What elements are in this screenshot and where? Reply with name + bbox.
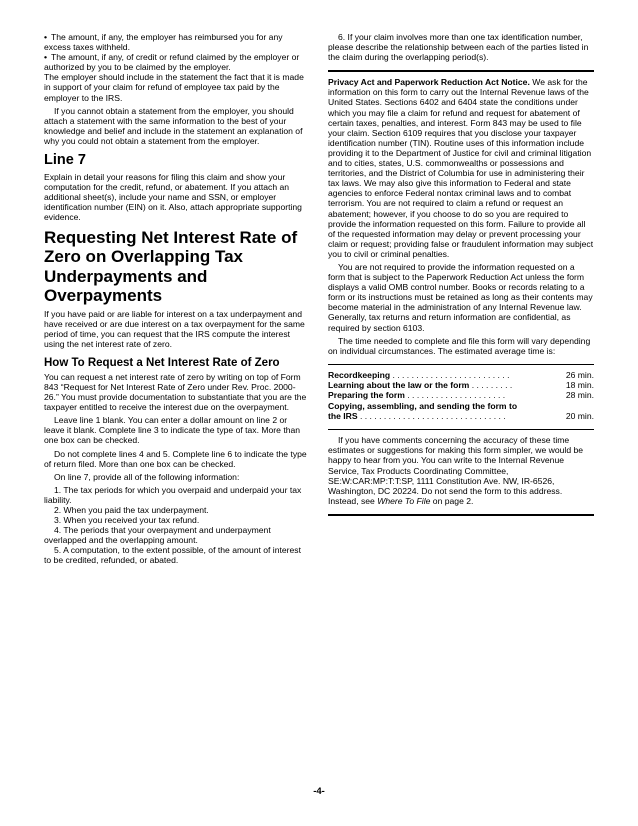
table-row	[328, 401, 594, 411]
time-label: Recordkeeping	[328, 369, 391, 380]
time-value: 18 min.	[565, 380, 594, 391]
para-on-line-7: On line 7, provide all of the following information:	[54, 471, 240, 482]
para-privacy-act	[328, 77, 594, 259]
time-label: the IRS	[328, 411, 358, 421]
where-to-file-ref: Where To File	[377, 495, 431, 506]
time-estimate-table	[328, 370, 594, 421]
time-value: 26 min.	[565, 369, 594, 380]
table-row	[328, 370, 594, 380]
left-column	[44, 32, 308, 566]
leader-dots: . . . . . . . . . . . . . . . . . . . . . . . . .	[390, 369, 510, 380]
para-net-interest: If you have paid or are liable for interest on a tax underpayment and have received or are due interest on a tax overpayment for the same period of time, you can request that the IRS compute the interest using the net interest rate of zero.	[44, 308, 305, 349]
list-item: 3. When you received your tax refund.	[54, 515, 200, 526]
heading-net-interest-rate: Requesting Net Interest Rate of Zero on Overlapping Tax Underpayments and Overpayments	[44, 227, 298, 305]
bullet-credit-refund: • The amount, if any, of credit or refund claimed by the employer or authorized by you to be claimed by the employer.	[44, 52, 308, 72]
page-number: -4-	[313, 786, 325, 797]
time-label: Learning about the law or the form	[328, 380, 470, 391]
divider-light	[328, 429, 594, 430]
para-how-to-request: You can request a net interest rate of zero by writing on top of Form 843 “Request for Net Interest Rate of Zero under Rev. Proc. 2000-26.” You must provide documentation to substantiate that you are the taxpayer entitled to receive the interest due on the overpayment.	[44, 371, 307, 413]
leader-dots: . . . . . . . . .	[469, 380, 513, 391]
para-time-needed: The time needed to complete and file this form will vary depending on individual circumstances. The estimated average time is:	[328, 335, 591, 356]
para-comments: If you have comments concerning the accuracy of these time estimates or suggestions for making this form simpler, we would be happy to hear from you. You can write to the Internal Revenue Service, Tax Products Coordinating Committee, SE:W:CAR:MP:T:T:SP, 1111 Constitution Ave. NW, IR-6526, Washington, DC 20224. Do not send the form to this address. Instead, see Where To File on page 2.	[328, 435, 584, 506]
list-item: 6. If your claim involves more than one tax identification number, please describe the relationship between each of the parties listed in the claim during the overlapping period(s).	[328, 32, 589, 63]
leader-dots: . . . . . . . . . . . . . . . . . . . . .	[404, 390, 506, 401]
list-item: 1. The tax periods for which you overpaid and underpaid your tax liability.	[44, 484, 302, 505]
para-leave-line-1: Leave line 1 blank. You can enter a dollar amount on line 2 or leave it blank. Complete line 3 to indicate the type of tax. More than one box can be checked.	[44, 415, 301, 446]
time-label: Copying, assembling, and sending the form to	[328, 400, 518, 411]
table-row	[328, 390, 594, 400]
privacy-act-heading: Privacy Act and Paperwork Reduction Act Notice.	[328, 77, 530, 88]
para-not-required: You are not required to provide the information requested on a form that is subject to the Paperwork Reduction Act unless the form displays a valid OMB control number. Books or records relating to a form or its instructions must be retained as long as their contents may become material in the administration of any Internal Revenue law. Generally, tax returns and return information are confidential, as required by section 6103.	[328, 261, 593, 333]
heading-how-to-request: How To Request a Net Interest Rate of Zero	[44, 356, 280, 369]
time-label: Preparing the form	[328, 390, 405, 401]
divider-heavy	[328, 70, 594, 72]
right-column	[328, 32, 594, 516]
time-value: 28 min.	[565, 390, 594, 401]
heading-line-7: Line 7	[44, 152, 86, 169]
list-item: 4. The periods that your overpayment and underpayment overlapped and the overlapping amount.	[44, 525, 271, 546]
para-line-7: Explain in detail your reasons for filing this claim and show your computation for the credit, refund, or abatement. If you attach an additional sheet(s), include your name and SSN, or employer identification number (EIN) on it. Also, attach appropriate supporting evidence.	[44, 172, 302, 223]
bullet-reimbursed: • The amount, if any, the employer has reimbursed you for any excess taxes withheld.	[44, 32, 308, 52]
para-cannot-obtain: If you cannot obtain a statement from the employer, you should attach a statement with the same information to the best of your knowledge and belief and include in the statement an explanation of why you could not obtain a statement from the employer.	[44, 105, 303, 146]
list-item: 2. When you paid the tax underpayment.	[54, 505, 209, 515]
divider-heavy	[328, 514, 594, 516]
list-item: 5. A computation, to the extent possible, of the amount of interest to be credited, refunded, or abated.	[44, 545, 301, 566]
divider-light	[328, 364, 594, 365]
time-value: 20 min.	[565, 411, 594, 421]
leader-dots: . . . . . . . . . . . . . . . . . . . . . . . . . . . . . . .	[357, 411, 506, 421]
para-do-not-complete: Do not complete lines 4 and 5. Complete line 6 to indicate the type of return filed. More than one box can be checked.	[44, 448, 307, 469]
para-employer-statement: The employer should include in the statement the fact that it is made in support of your claim for refund of employee tax paid by the employer to the IRS.	[44, 72, 304, 103]
table-row	[328, 380, 594, 390]
privacy-act-text: We ask for the information on this form to carry out the Internal Revenue laws of the United States. Sections 6402 and 6404 state the conditions under which you may file a claim for refund and request for abatement of certain taxes, penalties, and interest. Form 843 may be used to file your claim. Section 6109 requires that you disclose your taxpayer identification number (TIN). Routine uses of this information include providing it to the Department of Justice for civil and criminal litigation and to cities, states, U.S. commonwealths or possessions and territories, and the District of Columbia for use in administering their tax laws. We may also give this information to Federal and state agencies to enforce Federal nontax criminal laws and to combat terrorism. You are not required to claim a refund or request an abatement; however, if you choose to do so you are required to provide the information requested on this form. Failure to provide all of the requested information may delay or prevent processing your claim or request; providing false or fraudulent information may subject you to civil or criminal penalties.	[328, 77, 594, 259]
table-row	[328, 411, 594, 421]
